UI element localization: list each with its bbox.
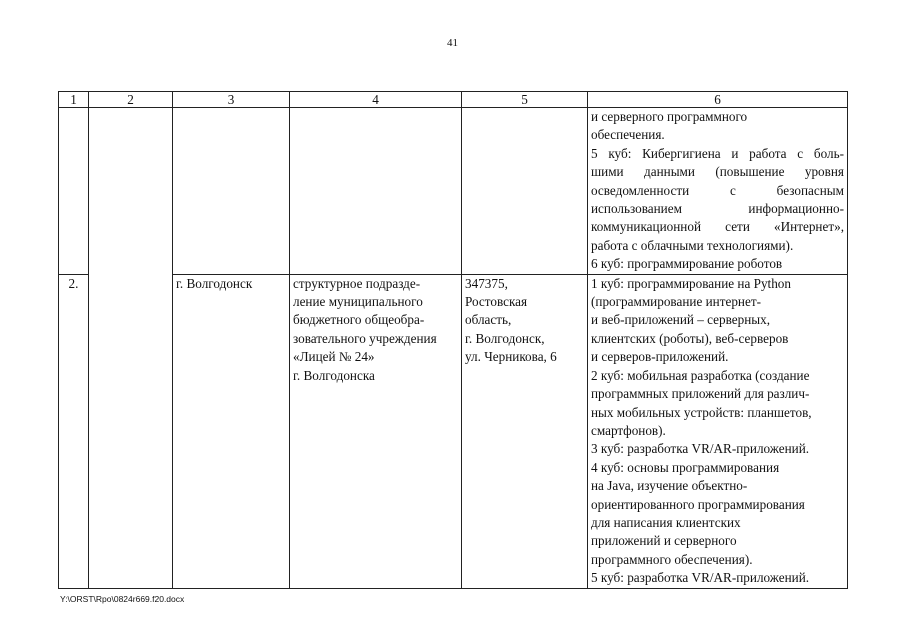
header-col-3: 3 <box>173 92 290 108</box>
text-line: «Лицей № 24» <box>293 349 375 365</box>
text-line: (программирование интернет- <box>591 294 761 310</box>
text-line: бюджетного общеобра- <box>293 312 425 328</box>
text-line: смартфонов). <box>591 422 666 438</box>
text-line: г. Волгодонск, <box>465 330 545 346</box>
text-line: 6 куб: программирование роботов <box>591 256 783 272</box>
cell-row-number: 2. <box>59 274 89 588</box>
document-table <box>58 91 848 589</box>
header-col-2: 2 <box>89 92 173 108</box>
header-col-6: 6 <box>588 92 848 108</box>
text-line: и серверов-приложений. <box>591 349 729 365</box>
text-line: г. Волгодонска <box>293 367 375 383</box>
text-line: 4 куб: основы программирования <box>591 459 780 475</box>
text-line: использованием информационно- <box>591 201 844 217</box>
header-col-4: 4 <box>290 92 462 108</box>
text-line: клиентских (роботы), веб-серверов <box>591 330 789 346</box>
text-line: 2 куб: мобильная разработка (создание <box>591 367 810 383</box>
text-line: ных мобильных устройств: планшетов, <box>591 404 812 420</box>
text-line: для написания клиентских <box>591 514 741 530</box>
text-line: 1 куб: программирование на Python <box>591 275 791 291</box>
text-line: ление муниципального <box>293 294 423 310</box>
text-line: на Java, изучение объектно- <box>591 478 748 494</box>
text-line: структурное подразде- <box>293 275 421 291</box>
text-line: Ростовская <box>465 294 528 310</box>
page-number: 41 <box>447 37 458 49</box>
text-line: зовательного учреждения <box>293 330 437 346</box>
text-line: область, <box>465 312 512 328</box>
text-line: программного обеспечения). <box>591 551 753 567</box>
cell-address <box>462 274 588 588</box>
cell-continuation-col3 <box>173 108 290 275</box>
cell-organization <box>290 274 462 588</box>
text-line: осведомленности с безопасным <box>591 182 844 198</box>
text-line: 5 куб: Кибергигиена и работа с боль- <box>591 145 844 161</box>
text-line: 347375, <box>465 275 508 291</box>
text-line: приложений и серверного <box>591 533 737 549</box>
cell-continuation-col5 <box>462 108 588 275</box>
text-line: и серверного программного <box>591 109 748 124</box>
cell-continuation-col4 <box>290 108 462 275</box>
text-line: программных приложений для различ- <box>591 386 810 402</box>
text-line: работа с облачными технологиями). <box>591 237 794 253</box>
footer-file-path: Y:\ORST\Rpo\0824r669.f20.docx <box>60 594 185 604</box>
header-col-5: 5 <box>462 92 588 108</box>
text-line: ул. Черникова, 6 <box>465 349 557 365</box>
header-col-1: 1 <box>59 92 89 108</box>
text-line: 3 куб: разработка VR/AR-приложений. <box>591 441 810 457</box>
cell-programs <box>588 274 848 588</box>
text-line: обеспечения. <box>591 127 665 143</box>
cell-city: г. Волгодонск <box>173 274 290 588</box>
text-line: коммуникационной сети «Интернет», <box>591 219 844 235</box>
cell-col2-merged <box>89 108 173 589</box>
text-line: шими данными (повышение уровня <box>591 164 844 180</box>
text-line: и веб-приложений – серверных, <box>591 312 771 328</box>
cell-continuation-col6 <box>588 108 848 275</box>
text-line: 5 куб: разработка VR/AR-приложений. <box>591 570 810 586</box>
table-header-row <box>59 92 848 108</box>
text-line: ориентированного программирования <box>591 496 805 512</box>
table-row <box>59 108 848 275</box>
table-row <box>59 274 848 588</box>
cell-continuation-col1 <box>59 108 89 275</box>
